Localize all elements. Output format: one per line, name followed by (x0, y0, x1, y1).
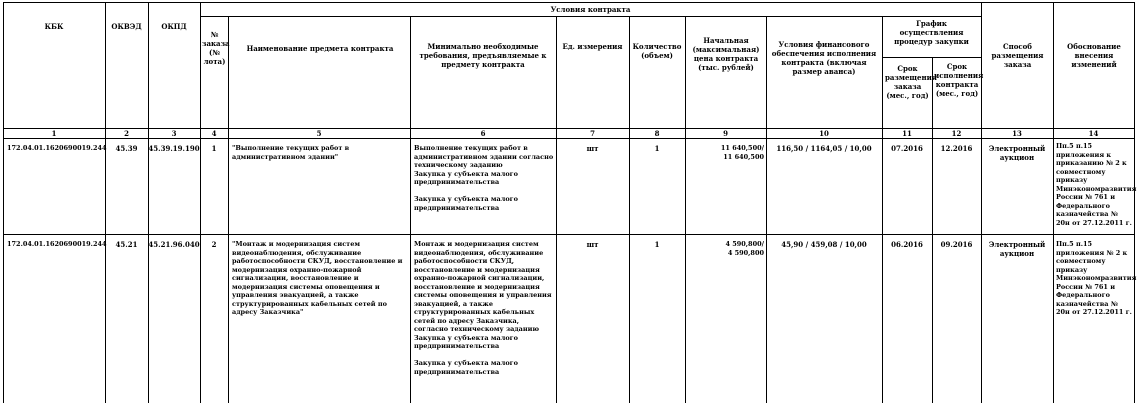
col-line-5 (410, 16, 411, 403)
row2-subject: "Монтаж и модернизация систем видеонаблюдения, обслуживание работоспособности СКУД, восстановление и модернизация охранно-пожарной сигнализации, восстановление и модернизация системы оповещения и управления эвакуацией, а также структурированных кабельных сетей по адресу Заказчика" (232, 240, 403, 316)
header-lot-no: № заказа (№ лота) (202, 30, 230, 66)
row1-okved: 45.39 (115, 144, 138, 153)
col-number: 10 (819, 129, 829, 138)
col-line-13 (1053, 2, 1054, 403)
header-execution-term: Срок исполнения контракта (мес., год) (934, 62, 984, 98)
row2-lot: 2 (211, 240, 217, 249)
col-number: 5 (316, 129, 322, 138)
row-divider (3, 234, 1134, 235)
col-line-11 (932, 57, 933, 403)
col-line-0 (3, 2, 4, 403)
row2-method: Электронный аукцион (988, 240, 1046, 258)
row1-justification: Пп.5 п.15 приложения к приказанию № 2 к совместному приказу Минэкономразвития России № 761 и Федерального казначейства № 20н от 27.12.2011 г. (1056, 142, 1137, 227)
col-line-4 (228, 16, 229, 403)
header-justification: Обоснование внесения изменений (1067, 42, 1121, 69)
row2-security: 45,90 / 459,08 / 10,00 (781, 240, 867, 249)
col-line-14 (1134, 2, 1135, 403)
col-number: 14 (1088, 129, 1099, 138)
row1-subject: "Выполнение текущих работ в административном здании" (232, 144, 350, 161)
header-okved: ОКВЭД (111, 22, 142, 31)
col-line-12 (981, 2, 982, 403)
header-contract-terms: Условия контракта (550, 5, 631, 14)
col-number: 9 (723, 129, 728, 138)
header-quantity: Количество (объем) (632, 42, 682, 60)
row1-lot: 1 (211, 144, 217, 153)
col-line-6 (556, 16, 557, 403)
header-schedule: График осуществления процедур закупки (894, 19, 969, 46)
row2-kbk: 172.04.01.1620690019.244 (7, 240, 107, 248)
row2-unit: шт (586, 240, 599, 249)
col-number: 1 (51, 129, 57, 138)
col-number: 11 (902, 129, 912, 138)
row1-qty: 1 (654, 144, 660, 153)
row1-unit: шт (586, 144, 599, 153)
numbers-row-border (3, 138, 1134, 139)
row1-price: 11 640,500/ 11 640,500 (720, 144, 764, 161)
row1-requirements: Выполнение текущих работ в административном здании согласно техническому заданию Закупка у субъекта малого предпринимательства Закупка у субъекта малого предпринимательства (414, 144, 554, 212)
header-financial-security: Условия финансового обеспечения исполнения контракта (включая размер аванса) (771, 40, 877, 76)
col-number: 7 (590, 129, 595, 138)
row2-okpd: 45.21.96.040 (148, 240, 200, 249)
row1-execution: 12.2016 (940, 144, 973, 153)
header-subject: Наименование предмета контракта (246, 44, 394, 53)
table-top-border (3, 2, 1134, 3)
col-number: 6 (480, 129, 486, 138)
col-number: 8 (654, 129, 660, 138)
row2-placement: 06.2016 (891, 240, 923, 249)
row1-security: 116,50 / 1164,05 / 10,00 (776, 144, 872, 153)
col-line-9 (766, 16, 767, 403)
col-line-7 (629, 16, 630, 403)
header-placement-term: Срок размещения заказа (мес., год) (885, 64, 937, 100)
row2-qty: 1 (654, 240, 660, 249)
col-line-10 (882, 16, 883, 403)
row1-method: Электронный аукцион (988, 144, 1046, 162)
header-unit: Ед. измерения (562, 42, 623, 51)
row2-price: 4 590,800/ 4 590,800 (725, 240, 764, 257)
row1-placement: 07.2016 (891, 144, 923, 153)
row2-execution: 09.2016 (940, 240, 973, 249)
col-number: 3 (171, 129, 177, 138)
header-okpd: ОКПД (161, 22, 187, 31)
row1-kbk: 172.04.01.1620690019.244 (7, 144, 107, 152)
header-kbk: КБК (44, 22, 64, 31)
col-line-1 (105, 2, 106, 403)
col-number: 2 (124, 129, 129, 138)
row2-justification: Пп.5 п.15 приложения № 2 к совместному приказу Минэкономразвития России № 761 и Федерального казначейства № 20н от 27.12.2011 г. (1056, 240, 1137, 316)
col-number: 12 (951, 129, 962, 138)
col-number: 13 (1012, 129, 1022, 138)
col-number: 4 (211, 129, 217, 138)
header-min-requirements: Минимально необходимые требования, предъявляемые к предмету контракта (419, 42, 547, 69)
row2-okved: 45.21 (115, 240, 138, 249)
col-line-2 (148, 2, 149, 403)
header-placement-method: Способ размещения заказа (991, 42, 1044, 69)
row2-requirements: Монтаж и модернизация систем видеонаблюдения, обслуживание работоспособности СКУД, восстановление и модернизация охранно-пожарной сигнализации, восстановление и модернизация системы оповещения и управления эвакуацией, а также структурированных кабельных сетей по адресу Заказчика, согласно техническому заданию Закупка у субъекта малого предпринимательства Закупка у субъекта малого предпринимательства (414, 240, 552, 376)
col-line-8 (685, 16, 686, 403)
row1-okpd: 45.39.19.190 (148, 144, 200, 153)
header-initial-price: Начальная (максимальная) цена контракта (тыс. рублей) (692, 36, 760, 72)
contract-terms-divider (200, 16, 981, 17)
